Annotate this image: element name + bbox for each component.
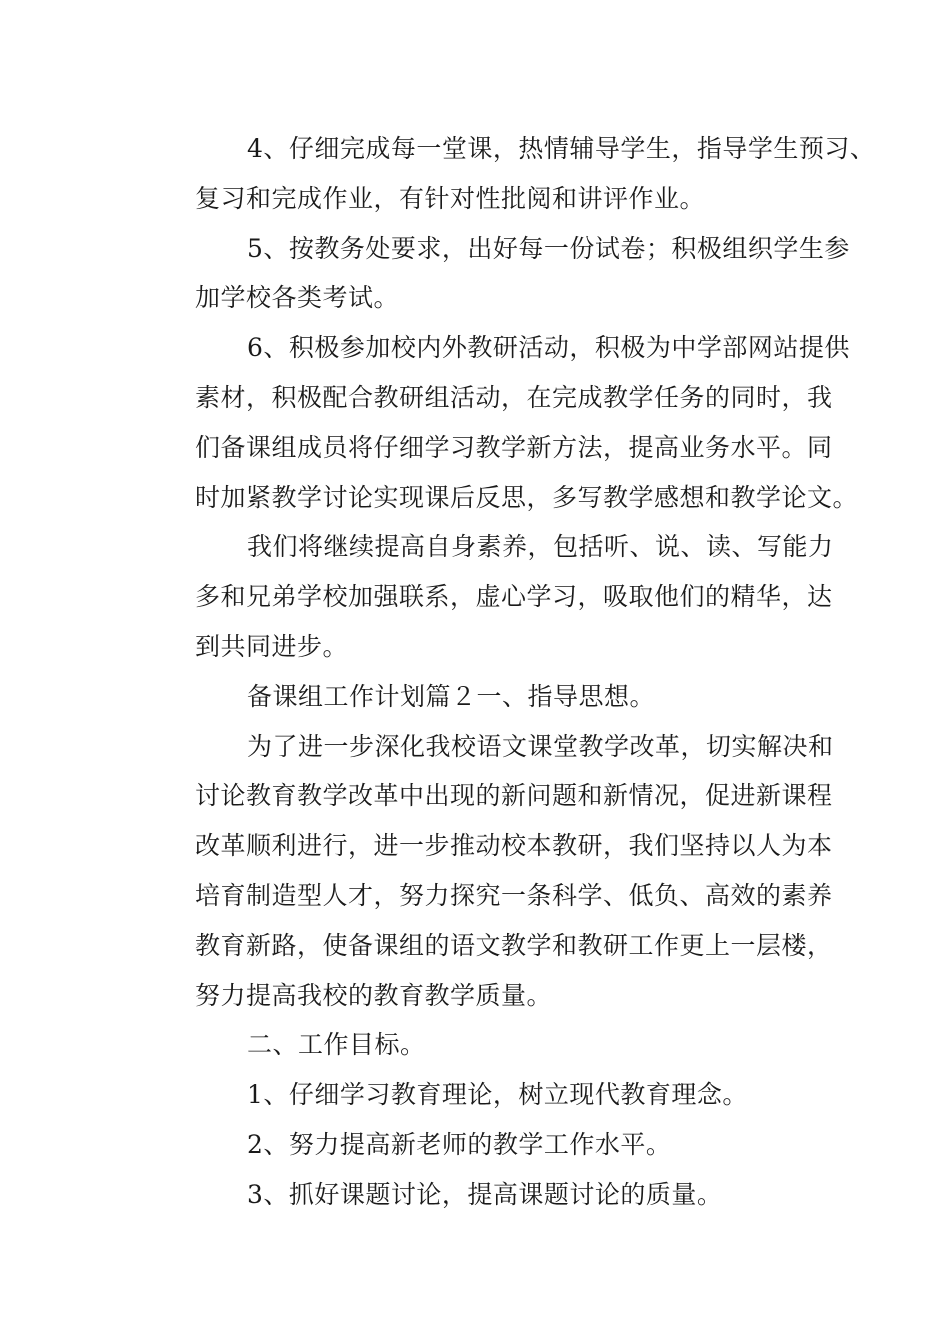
heading-line: 备课组工作计划篇２一、指导思想。 bbox=[247, 681, 656, 711]
paragraph-item-6 bbox=[145, 323, 859, 522]
paragraph-line: 复习和完成作业，有针对性批阅和讲评作业。 bbox=[195, 183, 706, 213]
paragraph-line: 加学校各类考试。 bbox=[195, 283, 400, 313]
paragraph-line: 时加紧教学讨论实现课后反思，多写教学感想和教学论文。 bbox=[195, 482, 859, 512]
paragraph-item-5 bbox=[145, 224, 850, 324]
paragraph-line: 5、按教务处要求，出好每一份试卷；积极组织学生参 bbox=[247, 233, 850, 263]
paragraph-line: 努力提高我校的教育教学质量。 bbox=[195, 980, 553, 1010]
heading-line: 二、工作目标。 bbox=[247, 1030, 426, 1060]
list-item: 1、仔细学习教育理论，树立现代教育理念。 bbox=[247, 1080, 748, 1110]
paragraph-line: 们备课组成员将仔细学习教学新方法，提高业务水平。同 bbox=[195, 432, 833, 462]
goal-item-2 bbox=[145, 1120, 809, 1170]
paragraph-line: 6、积极参加校内外教研活动，积极为中学部网站提供 bbox=[247, 333, 850, 363]
paragraph-line: 多和兄弟学校加强联系，虚心学习，吸取他们的精华，达 bbox=[195, 582, 833, 612]
goal-item-1 bbox=[145, 1070, 809, 1120]
list-item: 2、努力提高新老师的教学工作水平。 bbox=[247, 1129, 672, 1159]
paragraph-guiding-thought bbox=[145, 722, 834, 1021]
paragraph-item-4 bbox=[145, 124, 876, 224]
paragraph-line: 到共同进步。 bbox=[195, 631, 349, 661]
paragraph-line: 我们将继续提高自身素养，包括听、说、读、写能力 bbox=[247, 532, 834, 562]
list-item: 3、抓好课题讨论，提高课题讨论的质量。 bbox=[247, 1179, 723, 1209]
paragraph-self-improvement bbox=[145, 522, 834, 671]
paragraph-line: 素材，积极配合教研组活动，在完成教学任务的同时，我 bbox=[195, 382, 833, 412]
section-heading-work-goals bbox=[145, 1020, 809, 1070]
paragraph-line: 4、仔细完成每一堂课，热情辅导学生，指导学生预习、 bbox=[247, 134, 876, 163]
section-heading-plan-2 bbox=[145, 672, 809, 722]
paragraph-line: 教育新路，使备课组的语文教学和教研工作更上一层楼， bbox=[195, 930, 833, 960]
document-body bbox=[145, 124, 876, 1220]
goal-item-3 bbox=[145, 1170, 809, 1220]
paragraph-line: 讨论教育教学改革中出现的新问题和新情况，促进新课程 bbox=[195, 781, 833, 811]
paragraph-line: 培育制造型人才，努力探究一条科学、低负、高效的素养 bbox=[195, 880, 833, 910]
paragraph-line: 为了进一步深化我校语文课堂教学改革，切实解决和 bbox=[247, 731, 834, 761]
paragraph-line: 改革顺利进行，进一步推动校本教研，我们坚持以人为本 bbox=[195, 831, 833, 861]
